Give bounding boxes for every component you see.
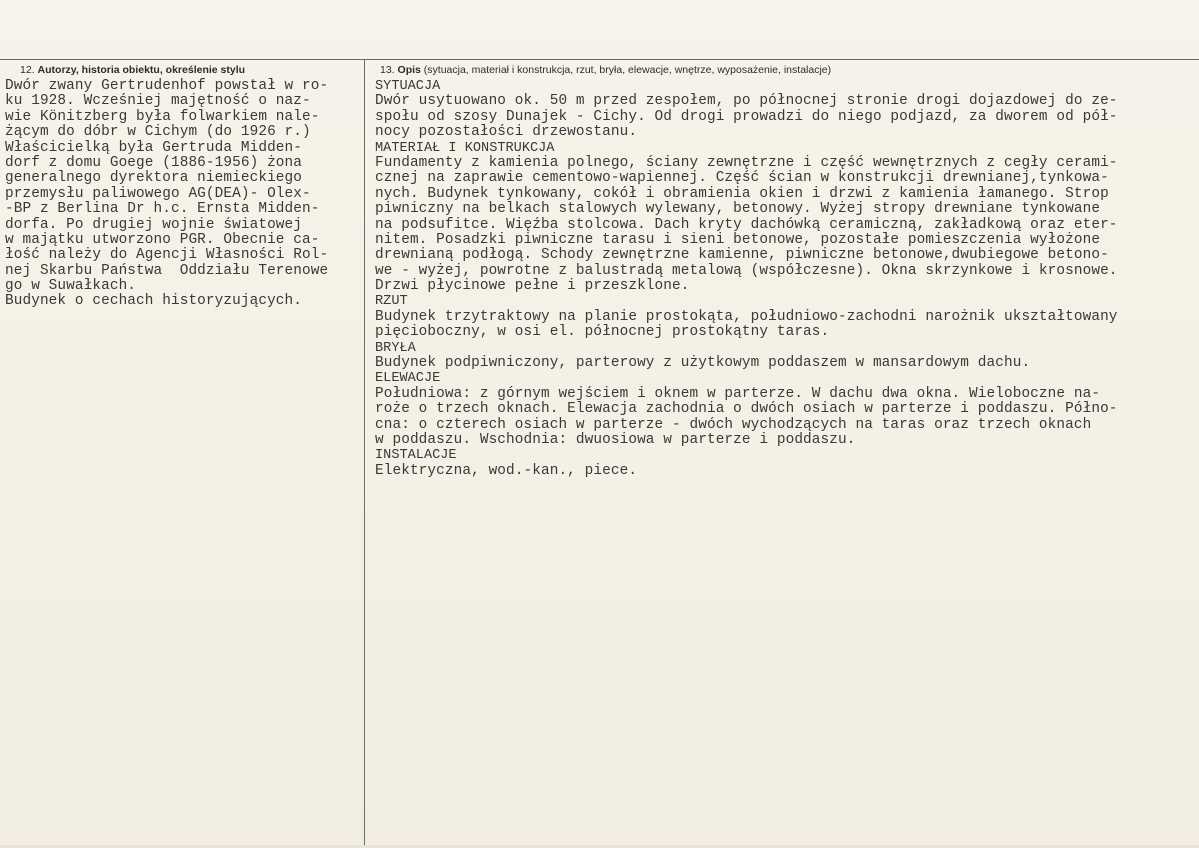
description-heading: SYTUACJA: [375, 79, 441, 94]
history-line: dorf z domu Goege (1886-1956) żona: [5, 154, 303, 171]
history-line: go w Suwałkach.: [5, 278, 137, 295]
description-line: cna: o czterech osiach w parterze - dwóch wychodzących na taras oraz trzech oknach: [375, 416, 1092, 433]
description-line: Dwór usytuowano ok. 50 m przed zespołem, po północnej stronie drogi dojazdowej do ze-: [375, 93, 1118, 110]
description-line: Budynek podpiwniczony, parterowy z użytkowym poddaszem w mansardowym dachu.: [375, 355, 1031, 372]
description-line: Budynek trzytraktowy na planie prostokąta, południowo-zachodni narożnik ukształtowany: [375, 308, 1118, 325]
history-text: [5, 79, 360, 310]
description-line: na podsufitce. Więźba stolcowa. Dach kryty dachówką ceramiczną, zakładkową oraz eter-: [375, 216, 1118, 233]
section-12-number: 12.: [20, 64, 35, 76]
description-line: nitem. Posadzki piwniczne tarasu i sieni betonowe, pozostałe pomieszczenia wyłożone: [375, 231, 1101, 248]
history-line: generalnego dyrektora niemieckiego: [5, 170, 303, 187]
history-line: przemysłu paliwowego AG(DEA)- Olex-: [5, 185, 311, 202]
description-heading: MATERIAŁ I KONSTRUKCJA: [375, 140, 555, 156]
history-line: łość należy do Agencji Własności Rol-: [5, 247, 329, 264]
description-line: nych. Budynek tynkowany, cokół i obramienia okien i drzwi z kamienia łamanego. Strop: [375, 185, 1109, 202]
section-13-subtitle: (sytuacja, materiał i konstrukcja, rzut, bryła, elewacje, wnętrze, wyposażenie, instalacje): [420, 64, 832, 76]
section-12-title: Autorzy, historia obiektu, określenie stylu: [37, 64, 246, 76]
column-divider: [364, 59, 365, 848]
history-line: Budynek o cechach historyzujących.: [5, 293, 303, 310]
description-line: piwniczny na belkach stalowych wylewany, betonowy. Wyżej stropy drewniane tynkowane: [375, 201, 1101, 218]
history-line: dorfa. Po drugiej wojnie światowej: [5, 216, 303, 233]
section-13-title: Opis: [397, 64, 421, 76]
description-line: w poddaszu. Wschodnia: dwuosiowa w parterze i poddaszu.: [375, 431, 856, 448]
history-line: Dwór zwany Gertrudenhof powstał w ro-: [5, 78, 329, 94]
description-line: we - wyżej, powrotne z balustradą metalową (współczesne). Okna skrzynkowe i krosnowe.: [375, 262, 1118, 279]
history-line: wie Könitzberg była folwarkiem nale-: [5, 108, 320, 125]
section-13-label: [380, 64, 831, 76]
description-line: Elektryczna, wod.-kan., piece.: [375, 462, 638, 479]
description-line: cznej na zaprawie cementowo-wapiennej. Część ścian w konstrukcji drewnianej,tynkowa-: [375, 170, 1109, 187]
description-heading: RZUT: [375, 294, 408, 310]
description-line: Drzwi płycinowe pełne i przeszklone.: [375, 278, 690, 295]
history-line: w majątku utworzono PGR. Obecnie ca-: [5, 231, 320, 248]
description-heading: BRYŁA: [375, 340, 416, 356]
top-rule: [0, 59, 1199, 60]
description-line: społu od szosy Dunajek - Cichy. Od drogi prowadzi do niego podjazd, za dworem od pół-: [375, 108, 1118, 125]
description-line: Fundamenty z kamienia polnego, ściany zewnętrzne i część wewnętrznych z cegły cerami-: [375, 154, 1118, 171]
description-line: nocy pozostałości drzewostanu.: [375, 124, 638, 141]
description-line: roże o trzech oknach. Elewacja zachodnia o dwóch osiach w parterze i poddaszu. Półno-: [375, 401, 1118, 418]
description-heading: ELEWACJE: [375, 371, 441, 387]
history-line: żącym do dóbr w Cichym (do 1926 r.): [5, 124, 311, 141]
section-12-label: [20, 64, 245, 76]
history-line: -BP z Berlina Dr h.c. Ernsta Midden-: [5, 201, 320, 218]
history-line: nej Skarbu Państwa Oddziału Terenowe: [5, 262, 329, 279]
description-line: drewnianą podłogą. Schody zewnętrzne kamienne, piwniczne betonowe,dwubiegowe betono-: [375, 247, 1109, 264]
description-text: [375, 79, 1195, 479]
description-line: Południowa: z górnym wejściem i oknem w parterze. W dachu dwa okna. Wieloboczne na-: [375, 385, 1101, 402]
description-line: pięcioboczny, w osi el. północnej prostokątny taras.: [375, 324, 830, 341]
section-13-number: 13.: [380, 64, 395, 76]
history-line: ku 1928. Wcześniej majętność o naz-: [5, 93, 311, 110]
history-line: Właścicielką była Gertruda Midden-: [5, 139, 303, 156]
description-heading: INSTALACJE: [375, 448, 457, 464]
